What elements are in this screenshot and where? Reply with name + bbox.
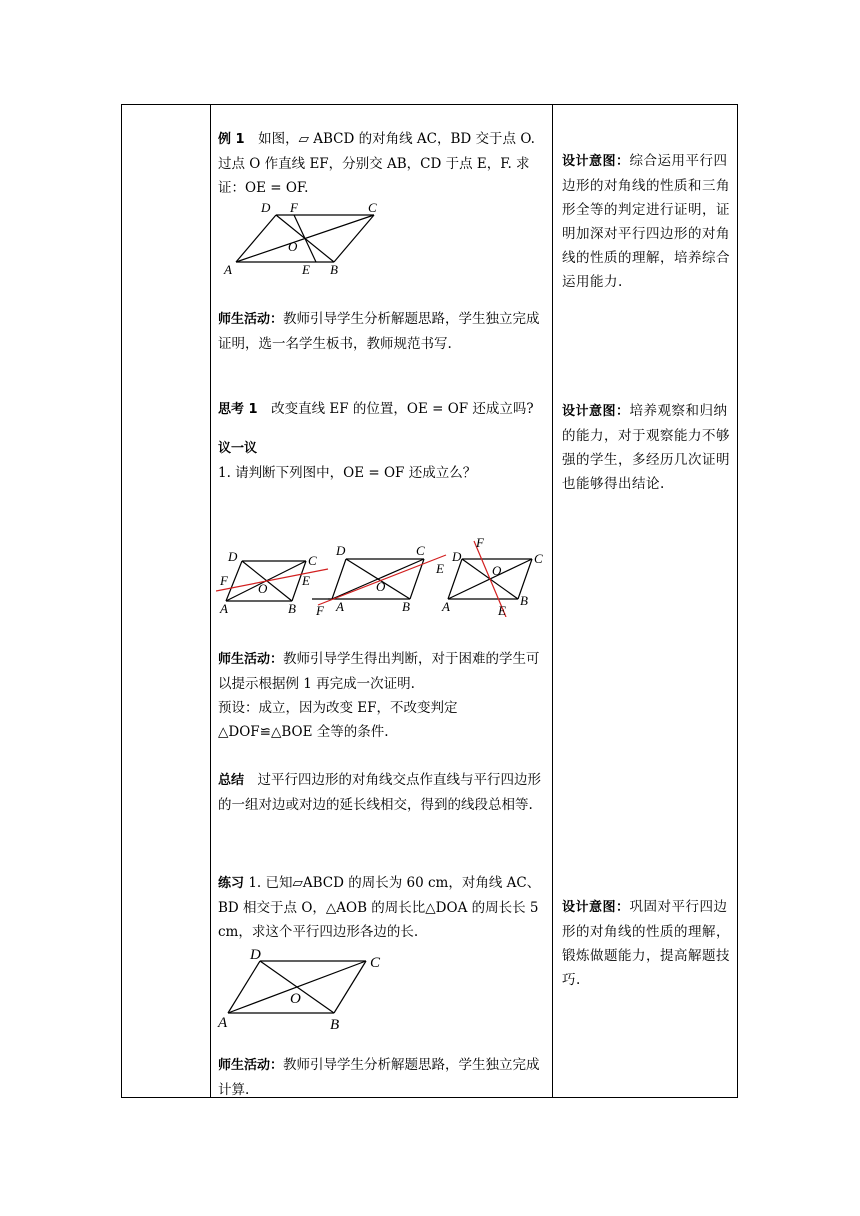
fig-label: F	[220, 573, 228, 588]
design-label: 设计意图：	[562, 900, 630, 915]
example1-text: 如图，▱ ABCD 的对角线 AC，BD 交于点 O. 过点 O 作直线 EF，分别交 AB，CD 于点 E，F. 求证：OE = OF.	[218, 131, 535, 196]
design-intent-2	[562, 399, 732, 496]
fig-label: A	[224, 262, 232, 277]
fig-label: C	[370, 955, 381, 971]
fig-label: F	[316, 603, 324, 617]
design-label: 设计意图：	[562, 154, 630, 169]
design-label: 设计意图：	[562, 404, 630, 419]
activity-label: 师生活动：	[218, 652, 284, 667]
summary-label: 总结	[218, 773, 245, 788]
activity-text: 教师引导学生分析解题思路，学生独立完成计算.	[218, 1057, 540, 1098]
design-intent-text: 培养观察和归纳的能力，对于观察能力不够强的学生，多经历几次证明也能够得出结论.	[562, 403, 730, 492]
fig-label: D	[250, 947, 261, 963]
discuss-label: 议一议	[218, 441, 258, 456]
lesson-table	[121, 104, 738, 1098]
fig-label: C	[308, 553, 317, 568]
fig-label: C	[534, 551, 543, 566]
exercise1-figure	[216, 947, 396, 1031]
fig-label: D	[452, 549, 462, 564]
fig-label: B	[288, 601, 296, 616]
example1-figure	[218, 201, 388, 277]
fig-label: E	[498, 603, 506, 617]
fig-label: B	[330, 1017, 340, 1031]
think1-label: 思考 1	[218, 402, 258, 417]
fig-label: O	[258, 581, 268, 596]
design-intent-1	[562, 149, 732, 294]
fig-label: D	[228, 549, 238, 564]
exercise1-block	[218, 871, 543, 944]
fig-label: A	[220, 601, 228, 616]
exercise1-text: 1. 已知▱ABCD 的周长为 60 cm，对角线 AC、BD 相交于点 O，△AOB 的周长比△DOA 的周长长 5 cm，求这个平行四边形各边的长.	[218, 875, 541, 940]
think1-text: 改变直线 EF 的位置，OE = OF 还成立吗?	[271, 401, 534, 417]
fig-label: O	[290, 991, 301, 1007]
column-divider-2	[552, 105, 553, 1097]
fig-label: B	[402, 599, 410, 614]
fig-label: C	[416, 543, 425, 558]
fig-label: A	[336, 599, 344, 614]
fig-label: O	[492, 563, 502, 578]
activity-label: 师生活动：	[218, 1058, 284, 1073]
activity-text: 教师引导学生分析解题思路，学生独立完成证明，选一名学生板书，教师规范书写.	[218, 311, 540, 352]
fig-label: E	[302, 573, 310, 588]
fig-label: A	[442, 599, 450, 614]
fig-label: E	[302, 262, 310, 277]
fig-label: B	[330, 262, 338, 277]
think1-block	[218, 397, 543, 485]
fig-label: O	[376, 579, 386, 594]
example1-block	[218, 127, 543, 200]
fig-label: F	[476, 535, 484, 550]
activity-label: 师生活动：	[218, 312, 284, 327]
fig-label: A	[218, 1015, 228, 1031]
fig-label: F	[290, 201, 298, 215]
discuss-activity	[218, 647, 543, 817]
fig-label: E	[436, 561, 444, 576]
fig-label: O	[288, 239, 298, 254]
exercise1-label: 练习	[218, 876, 245, 891]
preset-text: 预设：成立，因为改变 EF，不改变判定△DOF≌△BOE 全等的条件.	[218, 700, 458, 740]
activity-text: 教师引导学生得出判断，对于困难的学生可以提示根据例 1 再完成一次证明.	[218, 651, 540, 692]
fig-label: D	[261, 201, 271, 215]
fig-label: D	[336, 543, 346, 558]
example1-label: 例 1	[218, 132, 245, 147]
design-intent-text: 巩固对平行四边形的对角线的性质的理解，锻炼做题能力，提高解题技巧.	[562, 899, 730, 988]
fig-label: C	[368, 201, 377, 215]
example1-activity	[218, 307, 543, 356]
design-intent-text: 综合运用平行四边形的对角线的性质和三角形全等的判定进行证明，证明加深对平行四边形的对角线的性质的理解，培养综合运用能力.	[562, 153, 730, 290]
discuss-question: 1. 请判断下列图中，OE = OF 还成立么？	[218, 465, 477, 481]
design-intent-3	[562, 895, 732, 992]
discuss-figures	[216, 533, 546, 617]
summary-text: 过平行四边形的对角线交点作直线与平行四边形的一组对边或对边的延长线相交，得到的线段总相等.	[218, 772, 542, 813]
exercise1-activity	[218, 1053, 543, 1102]
column-divider-1	[210, 105, 211, 1097]
fig-label: B	[520, 593, 528, 608]
